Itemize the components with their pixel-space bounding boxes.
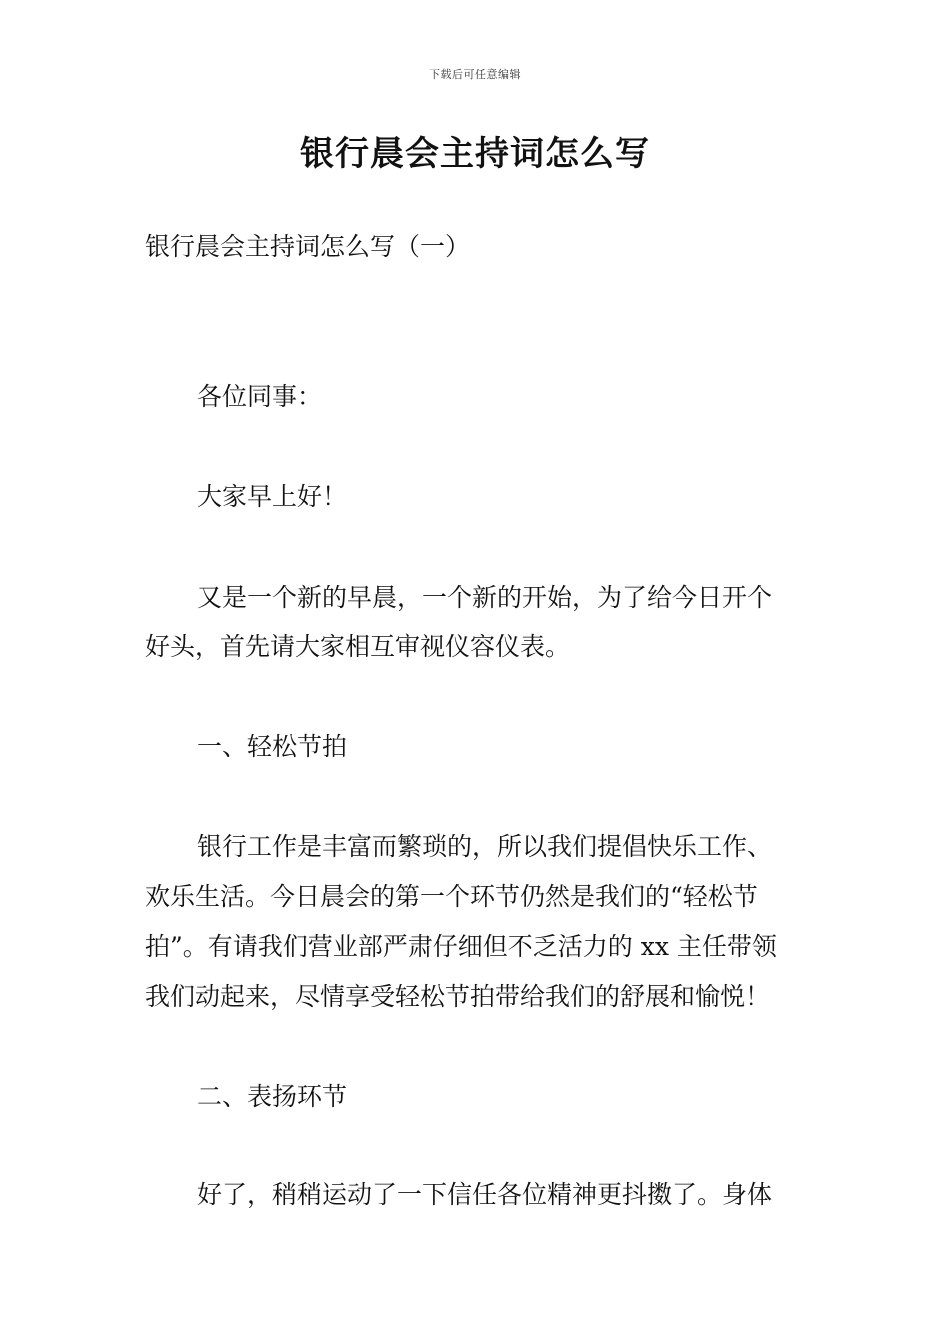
header-note: 下载后可任意编辑 [429,68,521,81]
paragraph-morning: 大家早上好！ [197,482,348,511]
paragraph-line: 我们动起来，尽情享受轻松节拍带给我们的舒展和愉悦！ [145,982,771,1011]
section-heading-2: 二、表扬环节 [197,1082,348,1111]
paragraph-greeting: 各位同事： [197,382,323,411]
paragraph-line: 欢乐生活。今日晨会的第一个环节仍然是我们的“轻松节 [145,882,758,911]
paragraph-line: 好头，首先请大家相互审视仪容仪表。 [145,632,571,661]
section-subtitle: 银行晨会主持词怎么写（一） [145,232,471,261]
section-heading-1: 一、轻松节拍 [197,732,348,761]
paragraph-line: 银行工作是丰富而繁琐的，所以我们提倡快乐工作、 [197,832,773,861]
paragraph-line: 又是一个新的早晨，一个新的开始，为了给今日开个 [197,583,773,612]
paragraph-line: 好了，稍稍运动了一下信任各位精神更抖擞了。身体 [197,1180,773,1209]
paragraph-line: 拍”。有请我们营业部严肃仔细但不乏活力的 xx 主任带领 [145,932,777,961]
document-title: 银行晨会主持词怎么写 [300,134,650,174]
